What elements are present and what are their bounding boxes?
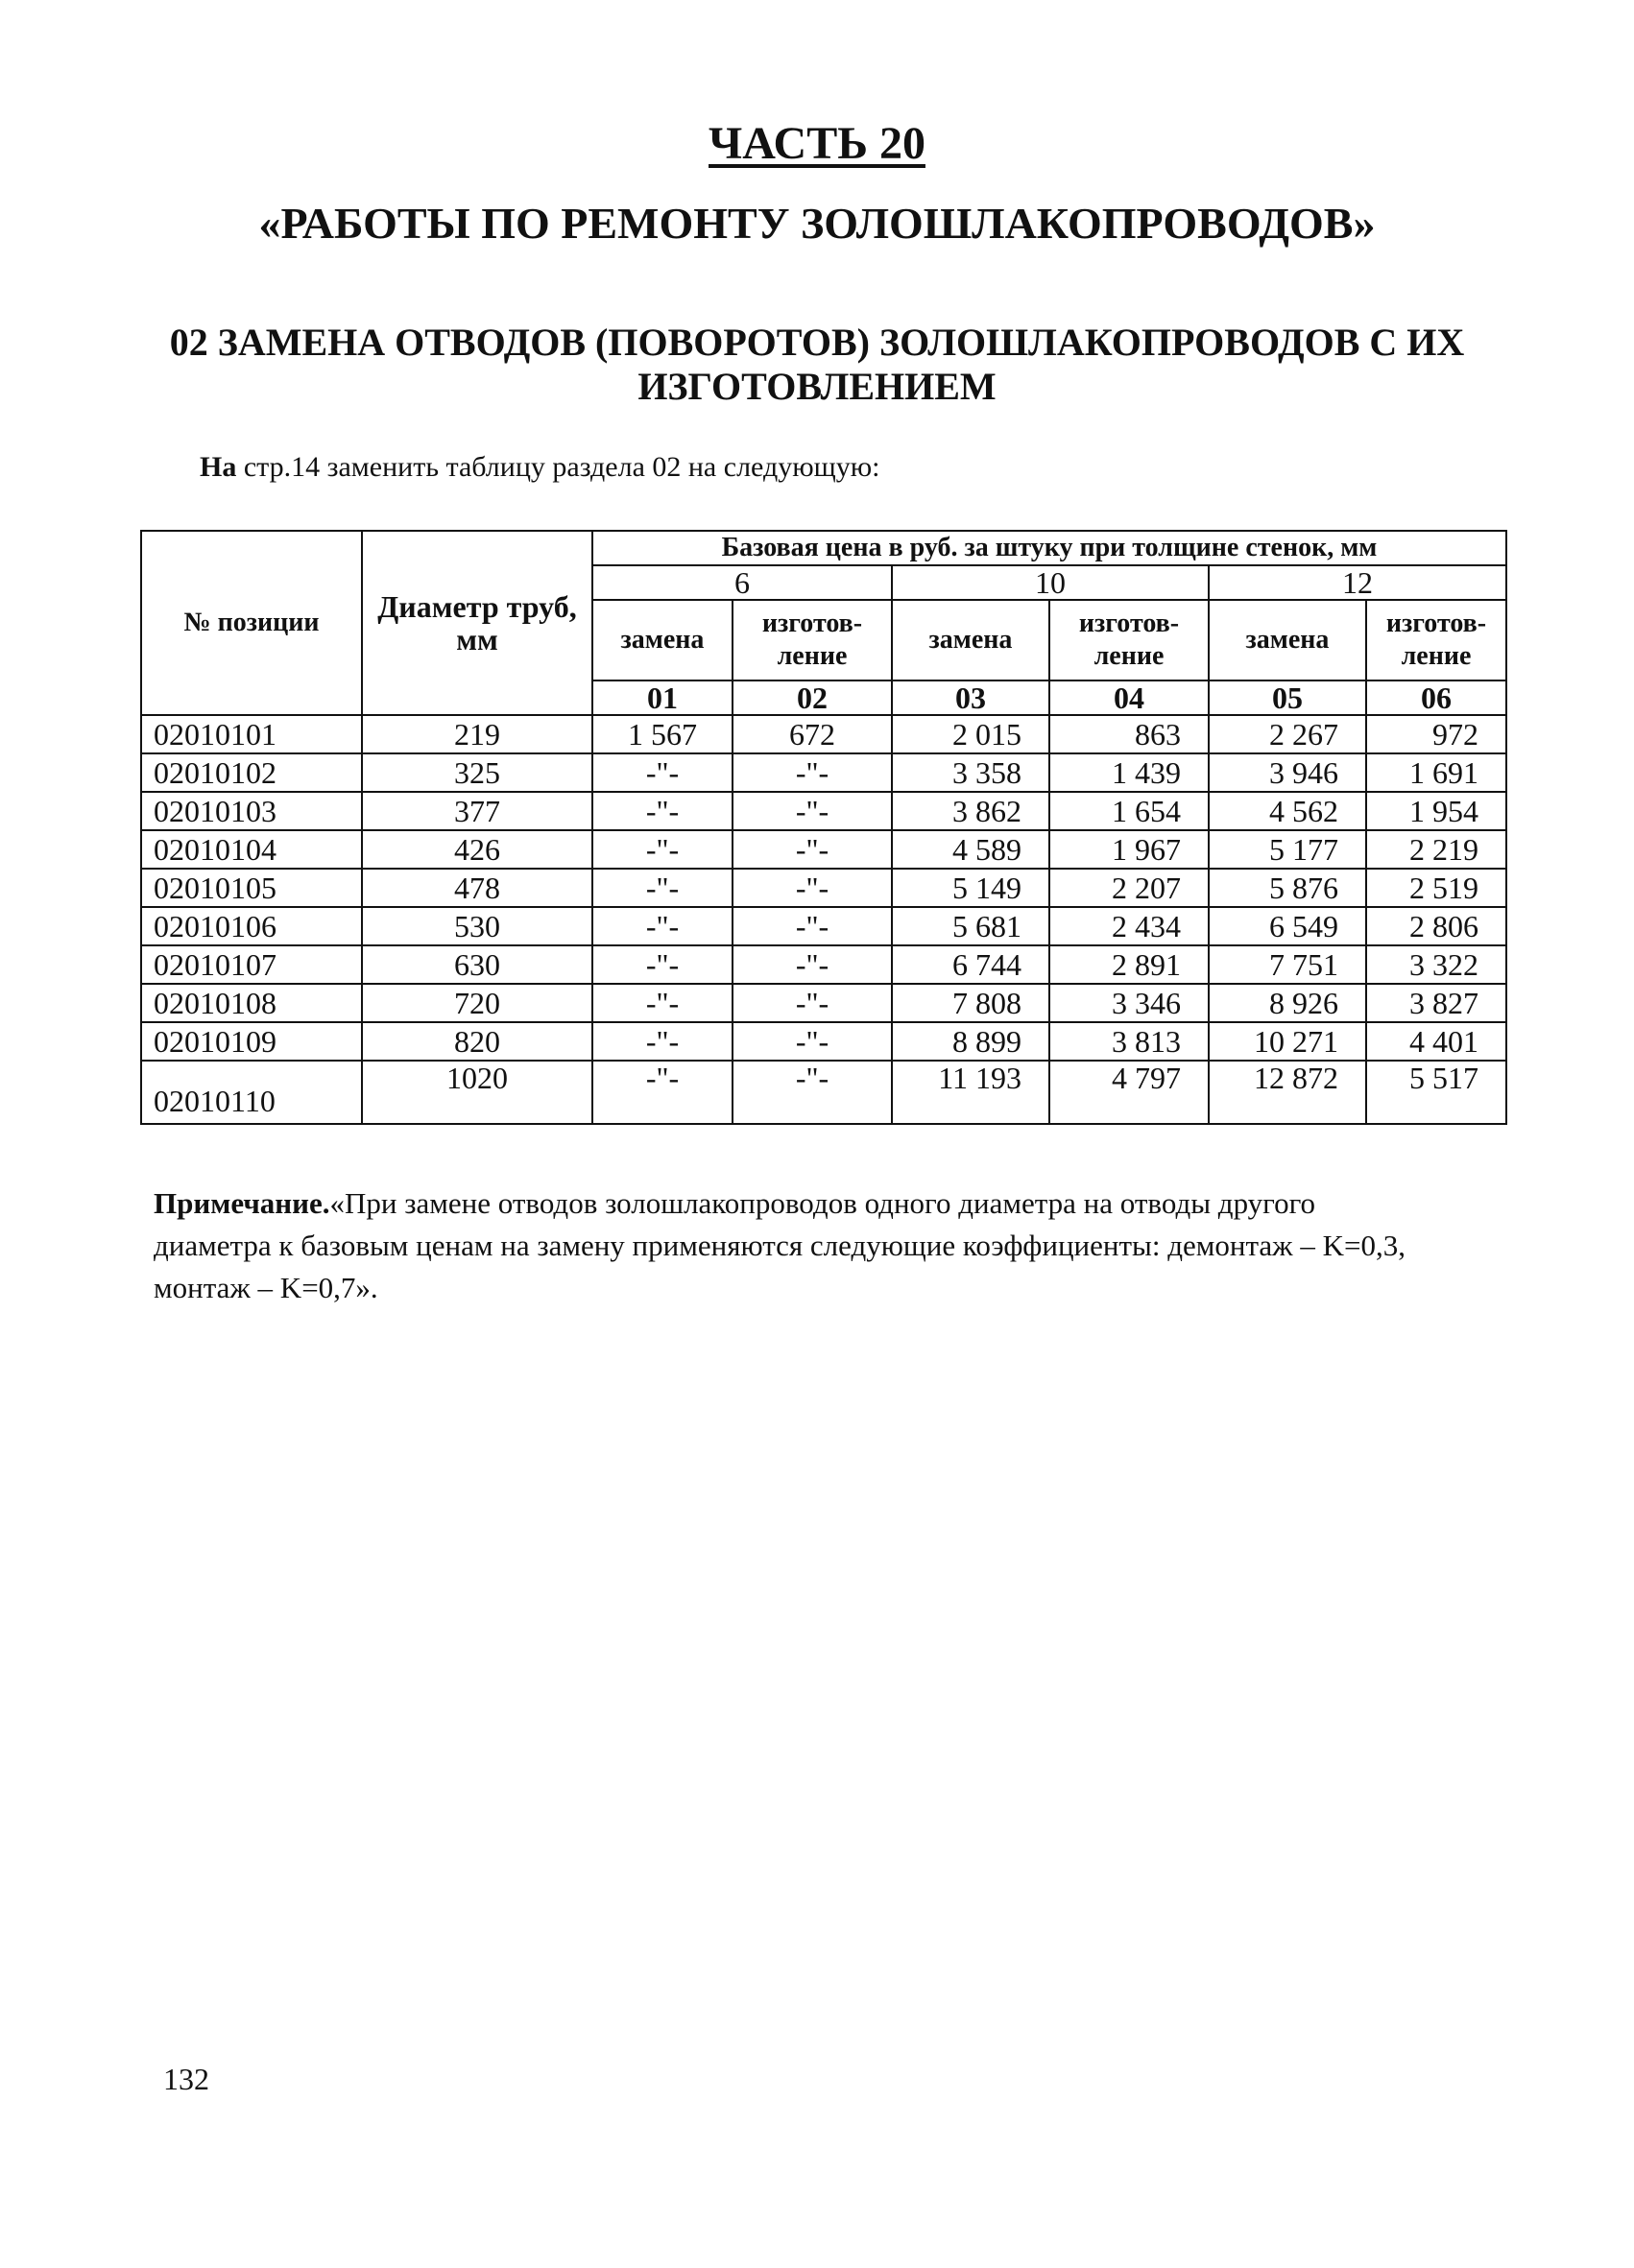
table-row	[141, 1022, 1506, 1061]
table-cell-diameter: 720	[362, 984, 592, 1022]
table-cell-c06: 3 827	[1366, 984, 1506, 1022]
table-cell-diameter: 219	[362, 715, 592, 753]
part-title-text: ЧАСТЬ 20	[709, 118, 925, 169]
table-cell-c03: 5 149	[892, 869, 1049, 907]
table-cell-diameter: 1020	[362, 1061, 592, 1124]
header-code-04: 04	[1049, 680, 1209, 715]
table-cell-c01: -"-	[592, 984, 733, 1022]
table-cell-code: 02010110	[141, 1061, 362, 1124]
table-cell-c02: -"-	[733, 1022, 892, 1061]
table-cell-diameter: 630	[362, 945, 592, 984]
header-code-01: 01	[592, 680, 733, 715]
header-sub-4: изготов-ление	[1049, 600, 1209, 680]
table-cell-c03: 11 193	[892, 1061, 1049, 1124]
header-sub-2: изготов-ление	[733, 600, 892, 680]
table-cell-c04: 2 891	[1049, 945, 1209, 984]
table-cell-diameter: 426	[362, 830, 592, 869]
header-code-05: 05	[1209, 680, 1366, 715]
table-cell-c05: 7 751	[1209, 945, 1366, 984]
table-cell-c06: 2 519	[1366, 869, 1506, 907]
instruction-text	[200, 451, 879, 484]
table-cell-diameter: 325	[362, 753, 592, 792]
table-cell-c05: 10 271	[1209, 1022, 1366, 1061]
part-subtitle: «РАБОТЫ ПО РЕМОНТУ ЗОЛОШЛАКОПРОВОДОВ»	[258, 199, 1376, 248]
header-sub-1: замена	[592, 600, 733, 680]
table-cell-c02: 672	[733, 715, 892, 753]
table-cell-c01: -"-	[592, 753, 733, 792]
table-cell-c03: 4 589	[892, 830, 1049, 869]
table-cell-c06: 2 219	[1366, 830, 1506, 869]
table-cell-code: 02010101	[141, 715, 362, 753]
section-heading-line1: 02 ЗАМЕНА ОТВОДОВ (ПОВОРОТОВ) ЗОЛОШЛАКОПРОВОДОВ С ИХ	[169, 321, 1465, 364]
section-heading-line2: ИЗГОТОВЛЕНИЕМ	[637, 365, 997, 408]
table-cell-c01: 1 567	[592, 715, 733, 753]
table-row	[141, 830, 1506, 869]
table-cell-c03: 7 808	[892, 984, 1049, 1022]
table-cell-c06: 2 806	[1366, 907, 1506, 945]
table-row	[141, 984, 1506, 1022]
table-cell-c02: -"-	[733, 830, 892, 869]
table-cell-c06: 3 322	[1366, 945, 1506, 984]
table-cell-c04: 1 967	[1049, 830, 1209, 869]
table-row	[141, 907, 1506, 945]
table-row	[141, 753, 1506, 792]
table-cell-c05: 6 549	[1209, 907, 1366, 945]
page-number: 132	[163, 2062, 209, 2096]
header-thickness-6: 6	[592, 565, 892, 600]
table-cell-c01: -"-	[592, 945, 733, 984]
table-row	[141, 792, 1506, 830]
table-cell-c05: 2 267	[1209, 715, 1366, 753]
table-row	[141, 869, 1506, 907]
table-cell-c02: -"-	[733, 792, 892, 830]
table-row	[141, 945, 1506, 984]
table-cell-c03: 3 358	[892, 753, 1049, 792]
table-cell-c02: -"-	[733, 984, 892, 1022]
table-cell-c01: -"-	[592, 792, 733, 830]
table-cell-code: 02010109	[141, 1022, 362, 1061]
table-cell-c05: 12 872	[1209, 1061, 1366, 1124]
table-cell-c04: 4 797	[1049, 1061, 1209, 1124]
table-cell-c06: 1 691	[1366, 753, 1506, 792]
table-cell-c01: -"-	[592, 830, 733, 869]
header-sub-5: замена	[1209, 600, 1366, 680]
header-sub-3: замена	[892, 600, 1049, 680]
table-cell-c03: 3 862	[892, 792, 1049, 830]
table-cell-c02: -"-	[733, 945, 892, 984]
note-label: Примечание.	[154, 1186, 330, 1220]
table-cell-c06: 4 401	[1366, 1022, 1506, 1061]
header-code-02: 02	[733, 680, 892, 715]
table-header	[141, 531, 1506, 715]
table-cell-c05: 5 876	[1209, 869, 1366, 907]
price-table	[140, 530, 1507, 1125]
table-cell-c01: -"-	[592, 1022, 733, 1061]
table-cell-c04: 3 346	[1049, 984, 1209, 1022]
table-cell-c03: 5 681	[892, 907, 1049, 945]
table-row	[141, 1061, 1506, 1124]
header-thickness-12: 12	[1209, 565, 1506, 600]
header-code-03: 03	[892, 680, 1049, 715]
table-cell-c05: 5 177	[1209, 830, 1366, 869]
header-diameter: Диаметр труб, мм	[362, 531, 592, 715]
table-cell-c04: 1 439	[1049, 753, 1209, 792]
table-row	[141, 715, 1506, 753]
table-cell-c02: -"-	[733, 753, 892, 792]
instruction-bold: На	[200, 451, 237, 483]
table-cell-code: 02010104	[141, 830, 362, 869]
table-cell-c04: 1 654	[1049, 792, 1209, 830]
table-cell-c05: 8 926	[1209, 984, 1366, 1022]
table-cell-c06: 5 517	[1366, 1061, 1506, 1124]
table-cell-c05: 3 946	[1209, 753, 1366, 792]
header-sub-6: изготов-ление	[1366, 600, 1506, 680]
table-cell-code: 02010108	[141, 984, 362, 1022]
instruction-rest: стр.14 заменить таблицу раздела 02 на следующую:	[243, 451, 880, 483]
table-cell-c04: 863	[1049, 715, 1209, 753]
table-cell-code: 02010107	[141, 945, 362, 984]
note	[154, 1182, 1430, 1309]
table-cell-c04: 3 813	[1049, 1022, 1209, 1061]
table-cell-diameter: 377	[362, 792, 592, 830]
table-cell-diameter: 530	[362, 907, 592, 945]
table-cell-c03: 2 015	[892, 715, 1049, 753]
table-cell-code: 02010102	[141, 753, 362, 792]
table-cell-diameter: 478	[362, 869, 592, 907]
table-body	[141, 715, 1506, 1124]
table-cell-c01: -"-	[592, 907, 733, 945]
table-cell-c01: -"-	[592, 869, 733, 907]
table-cell-code: 02010103	[141, 792, 362, 830]
table-cell-c06: 1 954	[1366, 792, 1506, 830]
table-cell-c02: -"-	[733, 907, 892, 945]
table-cell-c02: -"-	[733, 869, 892, 907]
header-code-06: 06	[1366, 680, 1506, 715]
header-position: № позиции	[141, 531, 362, 715]
header-thickness-10: 10	[892, 565, 1209, 600]
table-cell-c04: 2 207	[1049, 869, 1209, 907]
table-cell-c06: 972	[1366, 715, 1506, 753]
table-cell-c05: 4 562	[1209, 792, 1366, 830]
table-cell-c02: -"-	[733, 1061, 892, 1124]
table-cell-c03: 8 899	[892, 1022, 1049, 1061]
table-cell-code: 02010106	[141, 907, 362, 945]
header-base-price: Базовая цена в руб. за штуку при толщине стенок, мм	[592, 531, 1506, 565]
table-cell-c01: -"-	[592, 1061, 733, 1124]
part-title	[0, 117, 1634, 170]
table-cell-diameter: 820	[362, 1022, 592, 1061]
table-cell-c04: 2 434	[1049, 907, 1209, 945]
table-cell-c03: 6 744	[892, 945, 1049, 984]
note-text: «При замене отводов золошлакопроводов одного диаметра на отводы другого диаметра к базовым ценам на замену применяются следующие коэффициенты: демонтаж – K=0,3, монтаж – K=0,7».	[154, 1186, 1406, 1304]
table-cell-code: 02010105	[141, 869, 362, 907]
section-heading	[144, 321, 1490, 409]
